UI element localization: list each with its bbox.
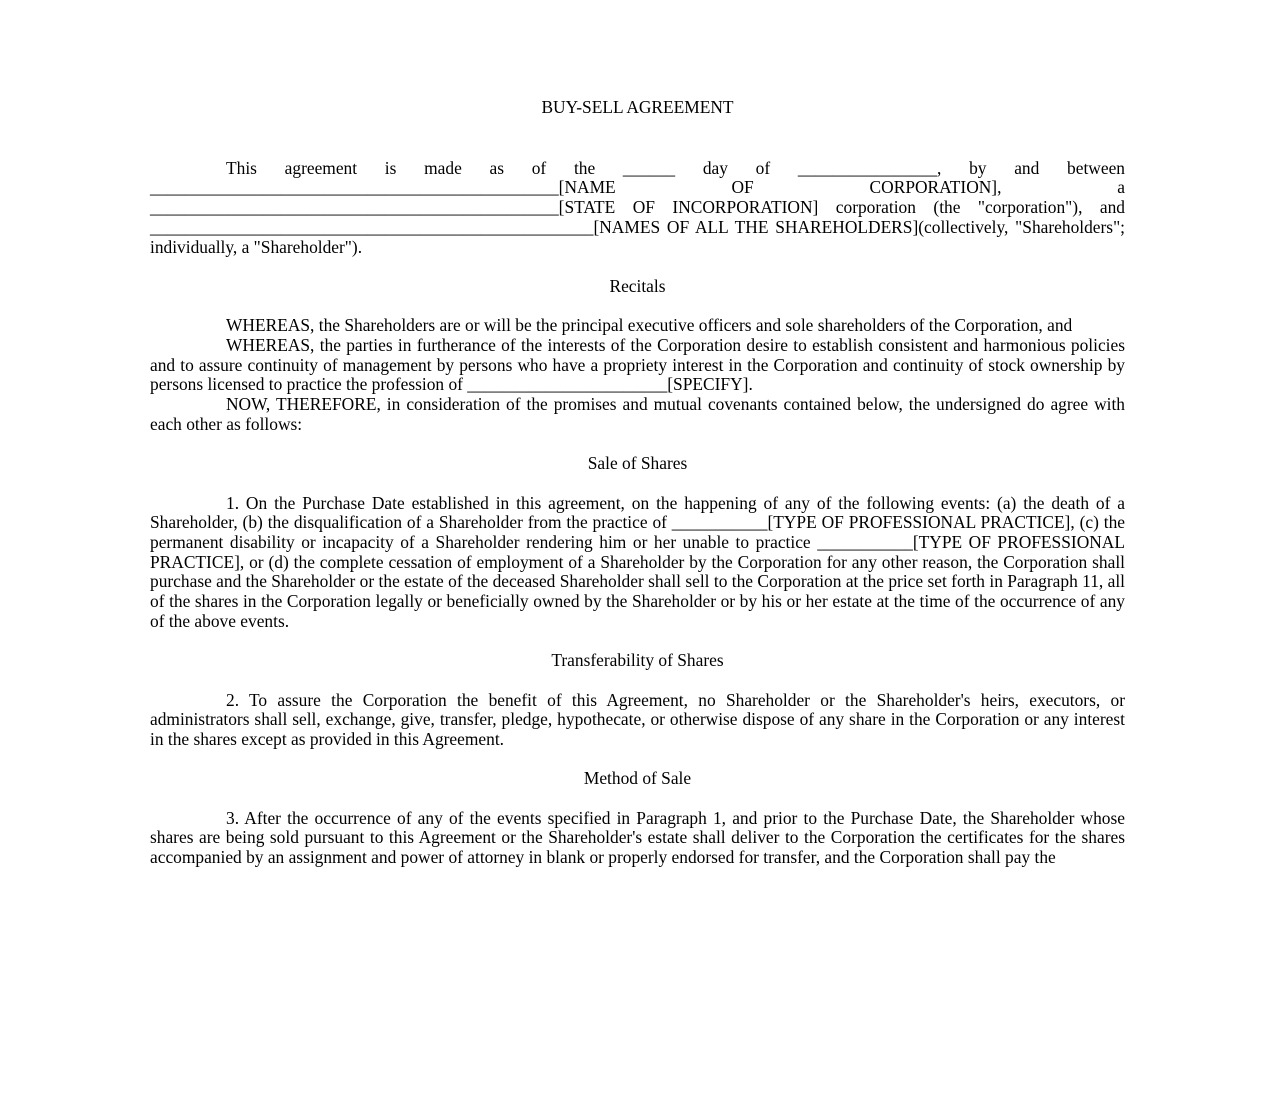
- paragraph-3: 3. After the occurrence of any of the events specified in Paragraph 1, and prior to the Purchase Date, the Shareholder whose shares are being sold pursuant to this Agreement or the Shareholder's estate shall deliver to the Corporation the certificates for the shares accompanied by an assignment and power of attorney in blank or properly endorsed for transfer, and the Corporation shall pay the: [150, 807, 1125, 868]
- now-therefore-paragraph: NOW, THEREFORE, in consideration of the promises and mutual covenants contained below, the undersigned do agree with each other as follows:: [150, 394, 1125, 434]
- intro-paragraph: This agreement is made as of the ______ day of ________________, by and between _______________________________________________[NAME OF CORPORATION], a _______________________________________________[STATE OF INCORPORATION] corporation (the "corporation"), and ___________________________________________________[NAMES OF ALL THE SHAREHOLDERS](collectively, "Shareholders"; individually, a "Shareholder").: [150, 157, 1125, 257]
- spacer: [150, 257, 1125, 277]
- paragraph-2: 2. To assure the Corporation the benefit of this Agreement, no Shareholder or the Shareholder's heirs, executors, or administrators shall sell, exchange, give, transfer, pledge, hypothecate, or otherwise dispose of any share in the Corporation or any interest in the shares except as provided in this Agreement.: [150, 689, 1125, 749]
- spacer: [150, 474, 1125, 494]
- method-of-sale-heading: Method of Sale: [583, 768, 692, 789]
- whereas-paragraph-2: WHEREAS, the parties in furtherance of the interests of the Corporation desire to establish consistent and harmonious policies and to assure continuity of management by persons who have a propriety interest in the Corporation and continuity of stock ownership by persons licensed to practice the profession of _______________________[SPECIFY].: [150, 335, 1125, 395]
- spacer: [150, 632, 1125, 652]
- spacer: [150, 789, 1125, 809]
- transferability-heading: Transferability of Shares: [551, 650, 724, 671]
- paragraph-1: 1. On the Purchase Date established in this agreement, on the happening of any of the following events: (a) the death of a Shareholder, (b) the disqualification of a Shareholder from the practice of ___________[TYPE OF PROFESSIONAL PRACTICE], (c) the permanent disability or incapacity of a Shareholder rendering him or her unable to practice ___________[TYPE OF PROFESSIONAL PRACTICE], or (d) the complete cessation of employment of a Shareholder by the Corporation for any other reason, the Corporation shall purchase and the Shareholder or the estate of the deceased Shareholder shall sell to the Corporation at the price set forth in Paragraph 11, all of the shares in the Corporation legally or beneficially owned by the Shareholder or by his or her estate at the time of the occurrence of any of the above events.: [150, 492, 1125, 631]
- whereas-paragraph-1: WHEREAS, the Shareholders are or will be the principal executive officers and sole shareholders of the Corporation, and: [226, 315, 1073, 336]
- spacer: [150, 435, 1125, 455]
- document-title: BUY-SELL AGREEMENT: [541, 97, 734, 117]
- sale-of-shares-heading: Sale of Shares: [587, 453, 688, 474]
- spacer: [150, 671, 1125, 691]
- recitals-heading: Recitals: [609, 275, 666, 296]
- spacer: [150, 750, 1125, 770]
- document-page: [150, 98, 1125, 868]
- spacer: [150, 118, 1125, 159]
- spacer: [150, 297, 1125, 317]
